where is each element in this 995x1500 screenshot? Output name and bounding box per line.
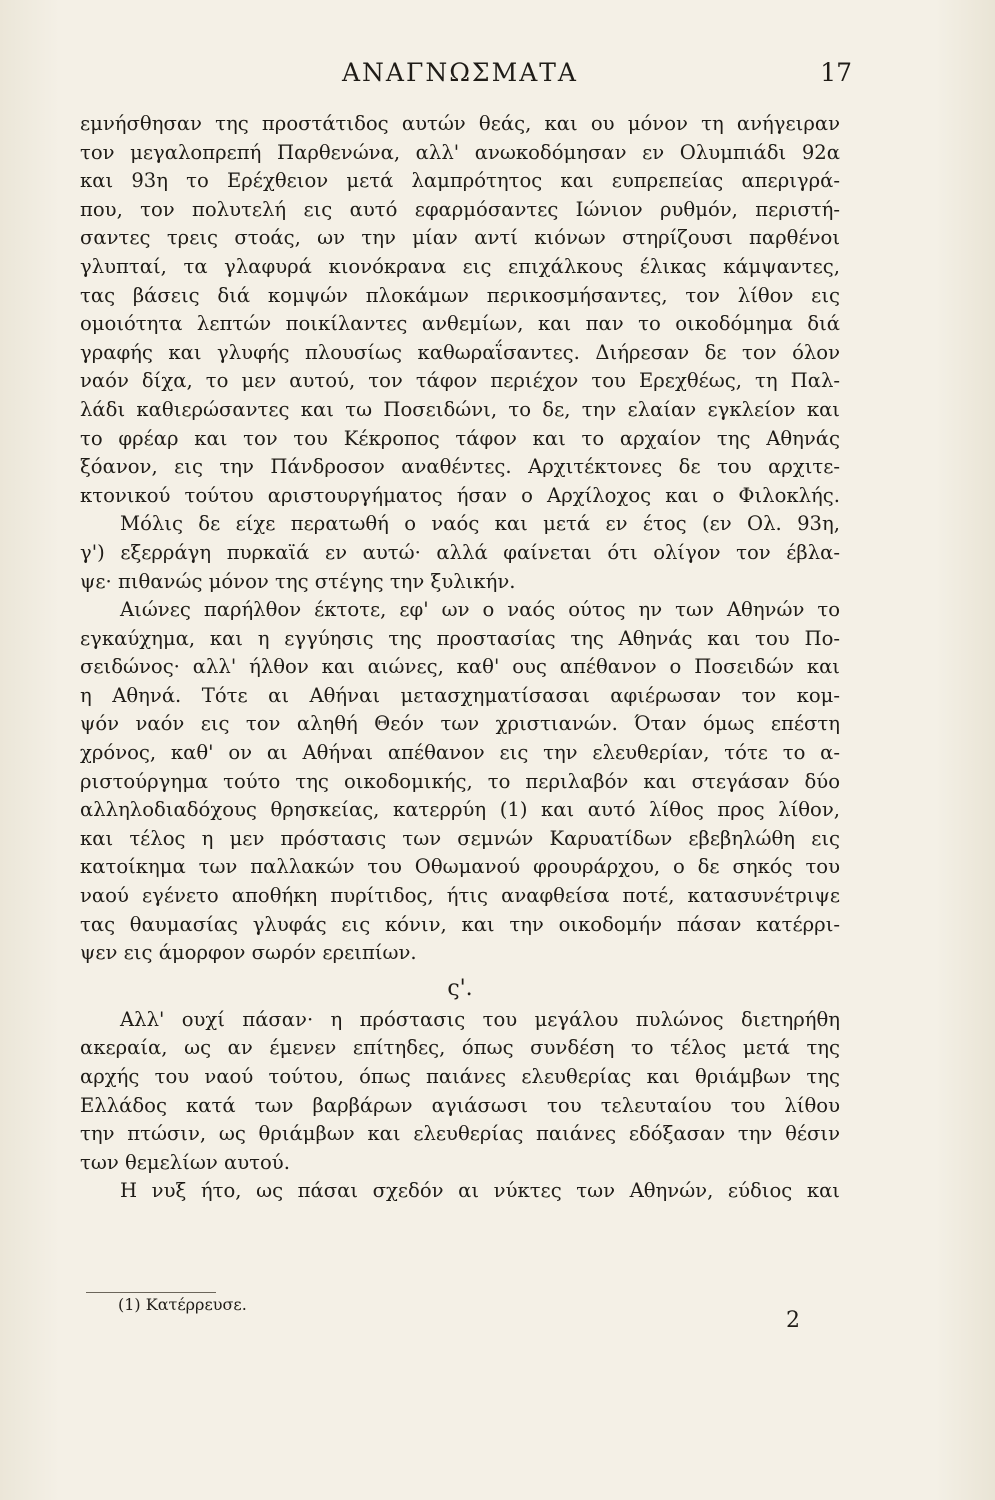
paragraph-5 (80, 1177, 840, 1206)
page-number: 17 (820, 58, 852, 87)
text-line: Μόλις δε είχε περατωθή ο ναός και μετά εν έτος (εν Ολ. 93η, (120, 512, 840, 536)
text-line: και τέλος η μεν πρόστασις των σεμνών Καρυατίδων εβεβηλώθη εις (80, 826, 840, 850)
text-line: Ελλάδος κατά των βαρβάρων αγιάσωσι του τελευταίου του λίθου (80, 1093, 840, 1117)
paragraph-4 (80, 1006, 840, 1178)
paragraph-3 (80, 596, 840, 968)
text-line: ναού εγένετο αποθήκη πυρίτιδος, ήτις αναφθείσα ποτέ, κατασυνέτριψε (80, 884, 840, 908)
text-line: χρόνος, καθ' ον αι Αθήναι απέθανον εις την ελευθερίαν, τότε το α- (80, 741, 840, 765)
text-line: ομοιότητα λεπτών ποικίλαντες ανθεμίων, και παν το οικοδόμημα διά (80, 312, 840, 336)
text-line: τον μεγαλοπρεπή Παρθενώνα, αλλ' ανωκοδόμησαν εν Ολυμπιάδι 92α (80, 140, 840, 164)
text-line: κτονικού τούτου αριστουργήματος ήσαν ο Αρχίλοχος και ο Φιλοκλής. (80, 483, 840, 507)
running-title: ΑΝΑΓΝΩΣΜΑΤΑ (342, 58, 578, 87)
text-line: το φρέαρ και τον του Κέκροπος τάφον και το αρχαίον της Αθηνάς (80, 426, 840, 450)
text-line: σειδώνος· αλλ' ήλθον και αιώνες, καθ' ους απέθανον ο Ποσειδών και (80, 655, 840, 679)
text-line: η Αθηνά. Τότε αι Αθήναι μετασχηματίσασαι αφιέρωσαν τον κομ- (80, 683, 840, 707)
text-line: που, τον πολυτελή εις αυτό εφαρμόσαντες Ιώνιον ρυθμόν, περιστή- (80, 197, 840, 221)
text-line: κατοίκημα των παλλακών του Οθωμανού φρουράρχου, ο δε σηκός του (80, 855, 840, 879)
text-line: των θεμελίων αυτού. (80, 1150, 290, 1174)
text-line: ναόν δίχα, το μεν αυτού, τον τάφον περιέχον του Ερεχθέως, τη Παλ- (80, 369, 840, 393)
running-head (80, 58, 852, 94)
section-mark: ς'. (447, 975, 473, 1001)
text-line: ψόν ναόν εις τον αληθή Θεόν των χριστιανών. Όταν όμως επέστη (80, 712, 840, 736)
text-line: γλυπταί, τα γλαφυρά κιονόκρανα εις επιχάλκους έλικας κάμψαντες, (80, 254, 840, 278)
text-line: αλληλοδιαδόχους θρησκείας, κατερρύη (1) και αυτό λίθος προς λίθον, (80, 798, 840, 822)
text-line: γραφής και γλυφής πλουσίως καθωραΐσαντες. Διήρεσαν δε τον όλον (80, 340, 840, 364)
body-text (80, 110, 840, 1206)
text-line: αρχής του ναού τούτου, όπως παιάνες ελευθερίας και θριάμβων της (80, 1065, 840, 1088)
text-line: Αιώνες παρήλθον έκτοτε, εφ' ων ο ναός ούτος ην των Αθηνών το (120, 598, 840, 622)
text-line: την πτώσιν, ως θριάμβων και ελευθερίας παιάνες εδόξασαν την θέσιν (80, 1122, 840, 1146)
text-line: ξόανον, εις την Πάνδροσον αναθέντες. Αρχιτέκτονες δε του αρχιτε- (80, 455, 840, 479)
text-line: Αλλ' ουχί πάσαν· η πρόστασις του μεγάλου πυλώνος διετηρήθη (120, 1007, 840, 1031)
text-line: τας θαυμασίας γλυφάς εις κόνιν, και την οικοδομήν πάσαν κατέρρι- (80, 912, 840, 936)
text-line: Η νυξ ήτο, ως πάσαι σχεδόν αι νύκτες των Αθηνών, εύδιος και (120, 1179, 840, 1203)
text-line: ψε· πιθανώς μόνον της στέγης την ξυλικήν. (80, 569, 516, 593)
text-line: ριστούργημα τούτο της οικοδομικής, το περιλαβόν και στεγάσαν δύο (80, 769, 840, 793)
paragraph-1 (80, 110, 840, 510)
text-line: εγκαύχημα, και η εγγύησις της προστασίας της Αθηνάς και του Πο- (80, 626, 840, 650)
text-line: λάδι καθιερώσαντες και τω Ποσειδώνι, το δε, την ελαίαν εγκλείον και (80, 397, 840, 421)
footnote: (1) Κατέρρευσε. (118, 1295, 247, 1314)
signature-mark: 2 (786, 1308, 800, 1333)
paragraph-2 (80, 510, 840, 596)
text-line: εμνήσθησαν της προστάτιδος αυτών θεάς, και ου μόνον τη ανήγειραν (80, 112, 840, 135)
text-line: ακεραία, ως αν έμενεν επίτηδες, όπως συνδέση το τέλος μετά της (80, 1036, 840, 1060)
text-line: γ') εξερράγη πυρκαϊά εν αυτώ· αλλά φαίνεται ότι ολίγον τον έβλα- (80, 540, 840, 564)
text-line: ψεν εις άμορφον σωρόν ερειπίων. (80, 941, 417, 965)
text-line: σαντες τρεις στοάς, ων την μίαν αντί κιόνων στηρίζουσι παρθένοι (80, 226, 840, 250)
text-line: τας βάσεις διά κομψών πλοκάμων περικοσμήσαντες, τον λίθον εις (80, 283, 840, 307)
text-line: και 93η το Ερέχθειον μετά λαμπρότητος και ευπρεπείας απεριγρά- (80, 169, 840, 193)
